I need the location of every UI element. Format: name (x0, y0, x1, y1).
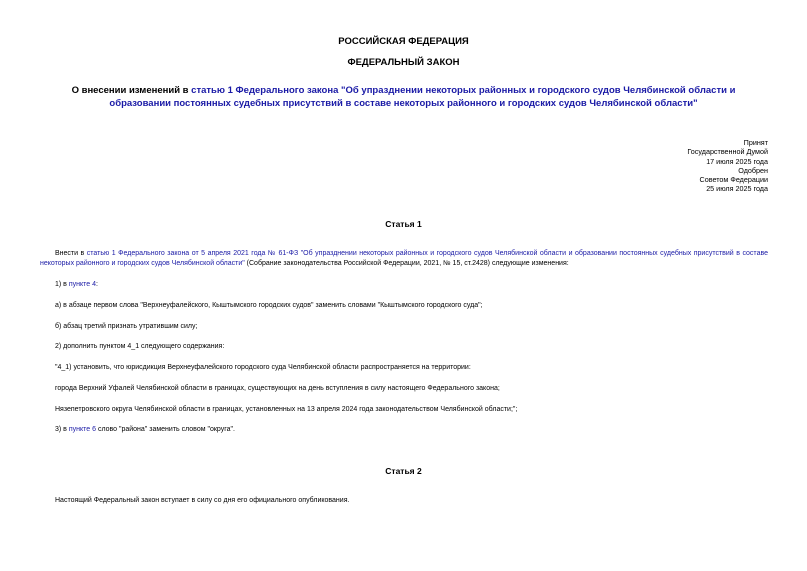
duma-date: 17 июля 2025 года (706, 156, 768, 166)
quote-line-2: города Верхний Уфалей Челябинской области в границах, существующих на день вступления в силу настоящего Федерального закона; (55, 385, 500, 392)
accepted-label: Принят (743, 138, 768, 147)
quote-line-1: "4_1) установить, что юрисдикция Верхнеуфалейского городского суда Челябинской области распространяется на территории: (55, 364, 471, 371)
duma-label: Государственной Думой (687, 147, 768, 157)
item-3-link[interactable]: пункте 6 (68, 426, 96, 433)
item-1-link[interactable]: пункте 4 (68, 281, 96, 288)
item-2: 2) дополнить пунктом 4_1 следующего содержания: (55, 343, 225, 350)
article-2-text: Настоящий Федеральный закон вступает в силу со дня его официального опубликования. (55, 497, 350, 504)
approved-label: Одобрен (738, 165, 768, 175)
item-1 (55, 280, 767, 289)
intro-law-link[interactable]: статью 1 Федерального закона от 5 апреля 2021 года № 61-ФЗ "Об упразднении некоторых районных и городского судов Челябинской области и образовании постоянных судебных присутствий в составе некоторых районного и городских судов Челябинской области" (40, 250, 768, 268)
item-1b: б) абзац третий признать утратившим силу; (55, 323, 198, 330)
title-prefix: О внесении изменений в (71, 85, 192, 96)
item-1-suffix: : (96, 281, 98, 288)
article-2-heading: Статья 2 (385, 466, 422, 476)
intro-prefix: Внести в (55, 250, 87, 257)
item-3-suffix: слово "района" заменить словом "округа". (96, 426, 235, 433)
item-1-prefix: 1) в (55, 281, 69, 288)
intro-suffix: (Собрание законодательства Российской Федерации, 2021, № 15, ст.2428) следующие изменения: (244, 260, 569, 268)
council-date: 25 июля 2025 года (706, 184, 768, 194)
item-3 (55, 425, 767, 434)
adoption-block (687, 138, 768, 194)
country-heading: РОССИЙСКАЯ ФЕДЕРАЦИЯ (338, 36, 469, 47)
item-1a: а) в абзаце первом слова "Верхнеуфалейского, Кыштымского городских судов" заменить словами "Кыштымского городского суда"; (55, 302, 483, 309)
article-1-intro (40, 249, 768, 270)
item-3-prefix: 3) в (55, 426, 69, 433)
quote-line-3: Нязепетровского округа Челябинской области в границах, установленных на 13 апреля 2024 года законодательством Челябинской области;"; (55, 406, 518, 413)
title-law-link[interactable]: статью 1 Федерального закона "Об упразднении некоторых районных и городского судов Челябинской области и образовании постоянных судебных присутствий в составе некоторых районного и городских судов Челябинской области" (109, 85, 736, 109)
council-label: Советом Федерации (699, 175, 768, 185)
article-1-heading: Статья 1 (385, 219, 422, 229)
document-title (40, 85, 767, 110)
law-type-heading: ФЕДЕРАЛЬНЫЙ ЗАКОН (347, 57, 460, 68)
